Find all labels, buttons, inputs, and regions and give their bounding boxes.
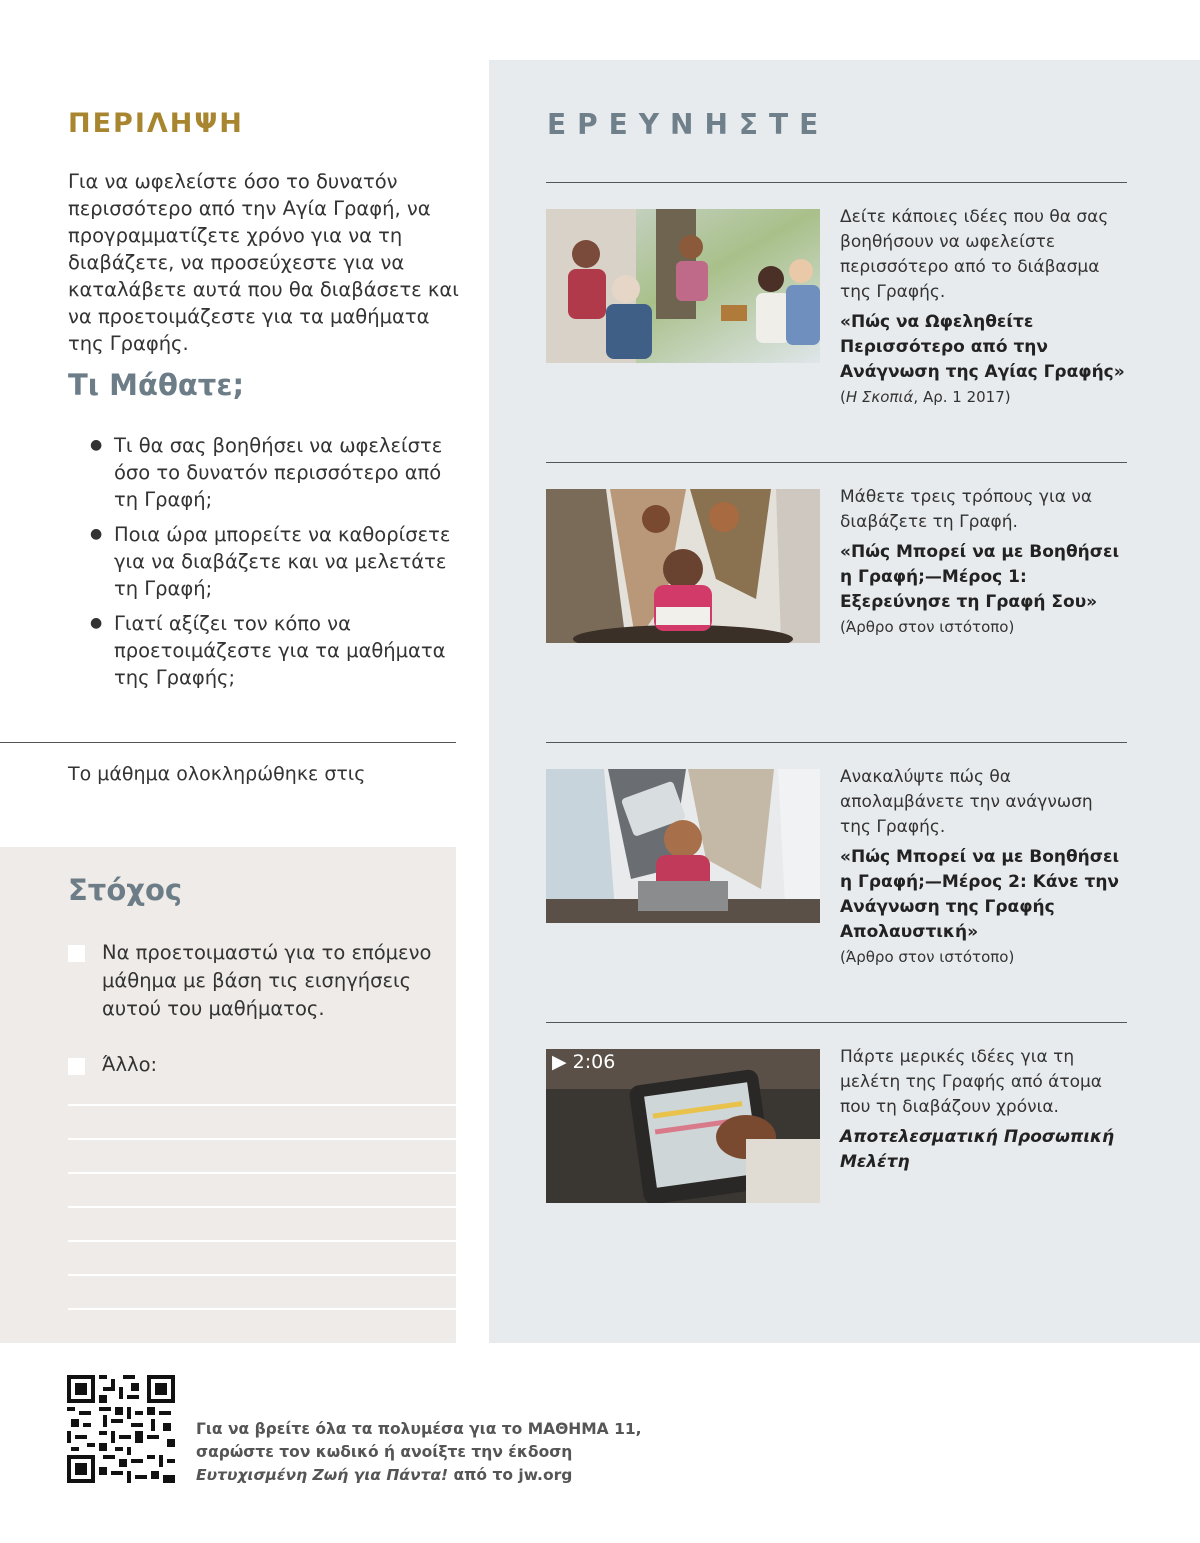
entry-source: (Άρθρο στον ιστότοπο) — [840, 948, 1015, 966]
list-item — [90, 432, 460, 513]
article-thumbnail-reading-outdoors[interactable] — [546, 209, 820, 363]
goal-text: Να προετοιμαστώ για το επόμενο μάθημα με βάση τις εισηγήσεις αυτού του μαθήματος. — [102, 941, 432, 1020]
entry-source: (Άρθρο στον ιστότοπο) — [840, 618, 1015, 636]
lesson-completed-label: Το μάθημα ολοκληρώθηκε στις — [68, 763, 366, 785]
bullet-icon: ● — [90, 615, 103, 631]
question-text: Ποια ώρα μπορείτε να καθορίσετε για να διαβάζετε και να μελετάτε τη Γραφή; — [114, 523, 451, 600]
other-label: Άλλο: — [102, 1053, 158, 1076]
article-link[interactable]: «Πώς Μπορεί να με Βοηθήσει η Γραφή;—Μέρος 1: Εξερεύνησε τη Γραφή Σου» — [840, 542, 1120, 612]
video-duration-badge[interactable]: ▶ 2:06 — [552, 1051, 616, 1073]
photo-girl-reading-icon — [546, 769, 820, 923]
question-text: Γιατί αξίζει τον κόπο να προετοιμάζεστε για τα μαθήματα της Γραφής; — [114, 612, 446, 689]
article-thumbnail-explore-bible[interactable] — [546, 489, 820, 643]
explore-entry-text — [840, 485, 1125, 640]
explore-entry-text — [840, 205, 1125, 410]
writing-line[interactable] — [68, 1172, 456, 1174]
writing-line[interactable] — [68, 1138, 456, 1140]
video-thumbnail-personal-study[interactable] — [546, 1049, 820, 1203]
question-text: Τι θα σας βοηθήσει να ωφελείστε όσο το δυνατόν περισσότερο από τη Γραφή; — [114, 434, 443, 511]
writing-line[interactable] — [68, 1308, 456, 1310]
learned-question-list — [90, 432, 460, 699]
jw-org-link[interactable]: από το jw.org — [448, 1466, 573, 1484]
entry-source: (Η Σκοπιά, Αρ. 1 2017) — [840, 388, 1011, 406]
footer-line: σαρώστε τον κωδικό ή ανοίξτε την έκδοση — [196, 1443, 573, 1461]
article-link[interactable]: «Πώς να Ωφεληθείτε Περισσότερο από την Ανάγνωση της Αγίας Γραφής» — [840, 312, 1125, 382]
divider — [546, 462, 1127, 463]
entry-description: Μάθετε τρεις τρόπους για να διαβάζετε τη Γραφή. — [840, 487, 1093, 532]
bullet-icon: ● — [90, 437, 103, 453]
goal-checkbox[interactable] — [68, 945, 85, 962]
writing-line[interactable] — [68, 1274, 456, 1276]
divider — [546, 742, 1127, 743]
explore-title: ΕΡΕΥΝΗΣΤΕ — [547, 108, 830, 141]
list-item — [90, 521, 460, 602]
bullet-icon: ● — [90, 526, 103, 542]
writing-line[interactable] — [68, 1104, 456, 1106]
footer-line: Για να βρείτε όλα τα πολυμέσα για το ΜΑΘΗΜΑ 11, — [196, 1420, 642, 1438]
list-item — [90, 610, 460, 691]
divider — [0, 742, 456, 743]
writing-line[interactable] — [68, 1240, 456, 1242]
divider — [546, 1022, 1127, 1023]
publication-name: Η Σκοπιά — [845, 388, 914, 406]
learned-title: Τι Μάθατε; — [68, 368, 245, 402]
summary-text: Για να ωφελείστε όσο το δυνατόν περισσότερο από την Αγία Γραφή, να προγραμματίζετε χρόνο για να τη διαβάζετε, να προσεύχεστε για να καταλάβετε αυτά που θα διαβάσετε και να προετοιμάζεστε για τα μαθήματα της Γραφής. — [68, 170, 459, 355]
explore-entry-text — [840, 765, 1125, 970]
divider — [546, 182, 1127, 183]
video-link[interactable]: Αποτελεσματική Προσωπική Μελέτη — [840, 1127, 1115, 1172]
goal-title: Στόχος — [68, 873, 183, 907]
photo-boy-reading-icon — [546, 489, 820, 643]
photo-people-reading-icon — [546, 209, 820, 363]
article-link[interactable]: «Πώς Μπορεί να με Βοηθήσει η Γραφή;—Μέρος 2: Κάνε την Ανάγνωση της Γραφής Απολαυστική» — [840, 847, 1120, 942]
other-checkbox[interactable] — [68, 1058, 85, 1075]
entry-description: Ανακαλύψτε πώς θα απολαμβάνετε την ανάγνωση της Γραφής. — [840, 767, 1093, 837]
qr-code-icon[interactable] — [67, 1375, 175, 1483]
goal-panel — [0, 847, 456, 1343]
footer-text — [196, 1418, 642, 1487]
entry-description: Πάρτε μερικές ιδέες για τη μελέτη της Γραφής από άτομα που τη διαβάζουν χρόνια. — [840, 1047, 1103, 1117]
writing-line[interactable] — [68, 1206, 456, 1208]
footer-line — [196, 1464, 642, 1487]
entry-description: Δείτε κάποιες ιδέες που θα σας βοηθήσουν να ωφελείστε περισσότερο από το διάβασμα της Γραφής. — [840, 207, 1109, 302]
article-thumbnail-enjoy-reading[interactable] — [546, 769, 820, 923]
explore-entry-text — [840, 1045, 1125, 1175]
publication-title: Ευτυχισμένη Ζωή για Πάντα! — [196, 1466, 449, 1484]
summary-title: ΠΕΡΙΛΗΨΗ — [68, 108, 244, 139]
